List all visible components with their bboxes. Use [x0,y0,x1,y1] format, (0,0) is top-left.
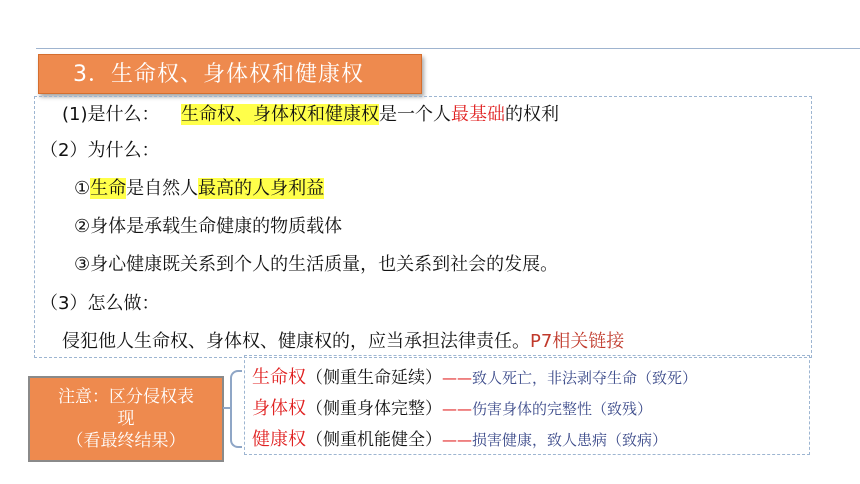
related-link[interactable]: P7相关链接 [530,331,625,352]
why-reason-3: ③身心健康既关系到个人的生活质量，也关系到社会的发展。 [74,254,559,275]
what-emph: 最基础 [450,104,505,125]
detail-dash: —— [442,400,472,418]
how-heading: （3）怎么做： [40,293,160,314]
reason-1-number: ① [74,178,91,199]
detail-row [252,428,667,452]
section-title: 3．生命权、身体权和健康权 [38,54,422,94]
what-term: 生命权、身体权和健康权 [180,104,379,125]
how-line [62,329,624,355]
note-box [28,376,224,462]
detail-term: 健康权 [252,429,306,450]
reason-1-emph: 最高的人身利益 [198,178,325,199]
detail-desc: 损害健康，致人患病（致病） [472,431,668,449]
top-divider [36,48,860,49]
detail-focus: （侧重机能健全） [306,430,442,450]
note-line-2: 现 [117,409,135,429]
detail-row [252,366,697,390]
what-line [62,102,559,128]
note-line-3: （看最终结果） [66,431,186,451]
why-reason-2: ②身体是承载生命健康的物质载体 [74,216,343,237]
detail-row [252,397,652,421]
left-brace [230,370,242,448]
reason-1-subject: 生命 [90,178,127,199]
note-line-1: 注意：区分侵权表 [58,387,194,407]
detail-dash: —— [442,369,472,387]
detail-focus: （侧重身体完整） [306,399,442,419]
detail-desc: 致人死亡，非法剥夺生命（致死） [472,369,698,387]
detail-term: 身体权 [252,398,306,419]
detail-dash: —— [442,431,472,449]
left-brace-tip [223,407,232,409]
what-suffix: 的权利 [504,104,559,125]
why-reason-1 [74,176,324,202]
how-text: 侵犯他人生命权、身体权、健康权的，应当承担法律责任。 [62,331,530,352]
detail-desc: 伤害身体的完整性（致残） [472,400,653,418]
detail-term: 生命权 [252,367,306,388]
what-mid: 是一个人 [378,104,451,125]
reason-1-mid: 是自然人 [126,178,199,199]
why-heading: （2）为什么： [40,140,160,161]
detail-focus: （侧重生命延续） [306,368,442,388]
what-prefix: (1)是什么： [62,104,160,125]
